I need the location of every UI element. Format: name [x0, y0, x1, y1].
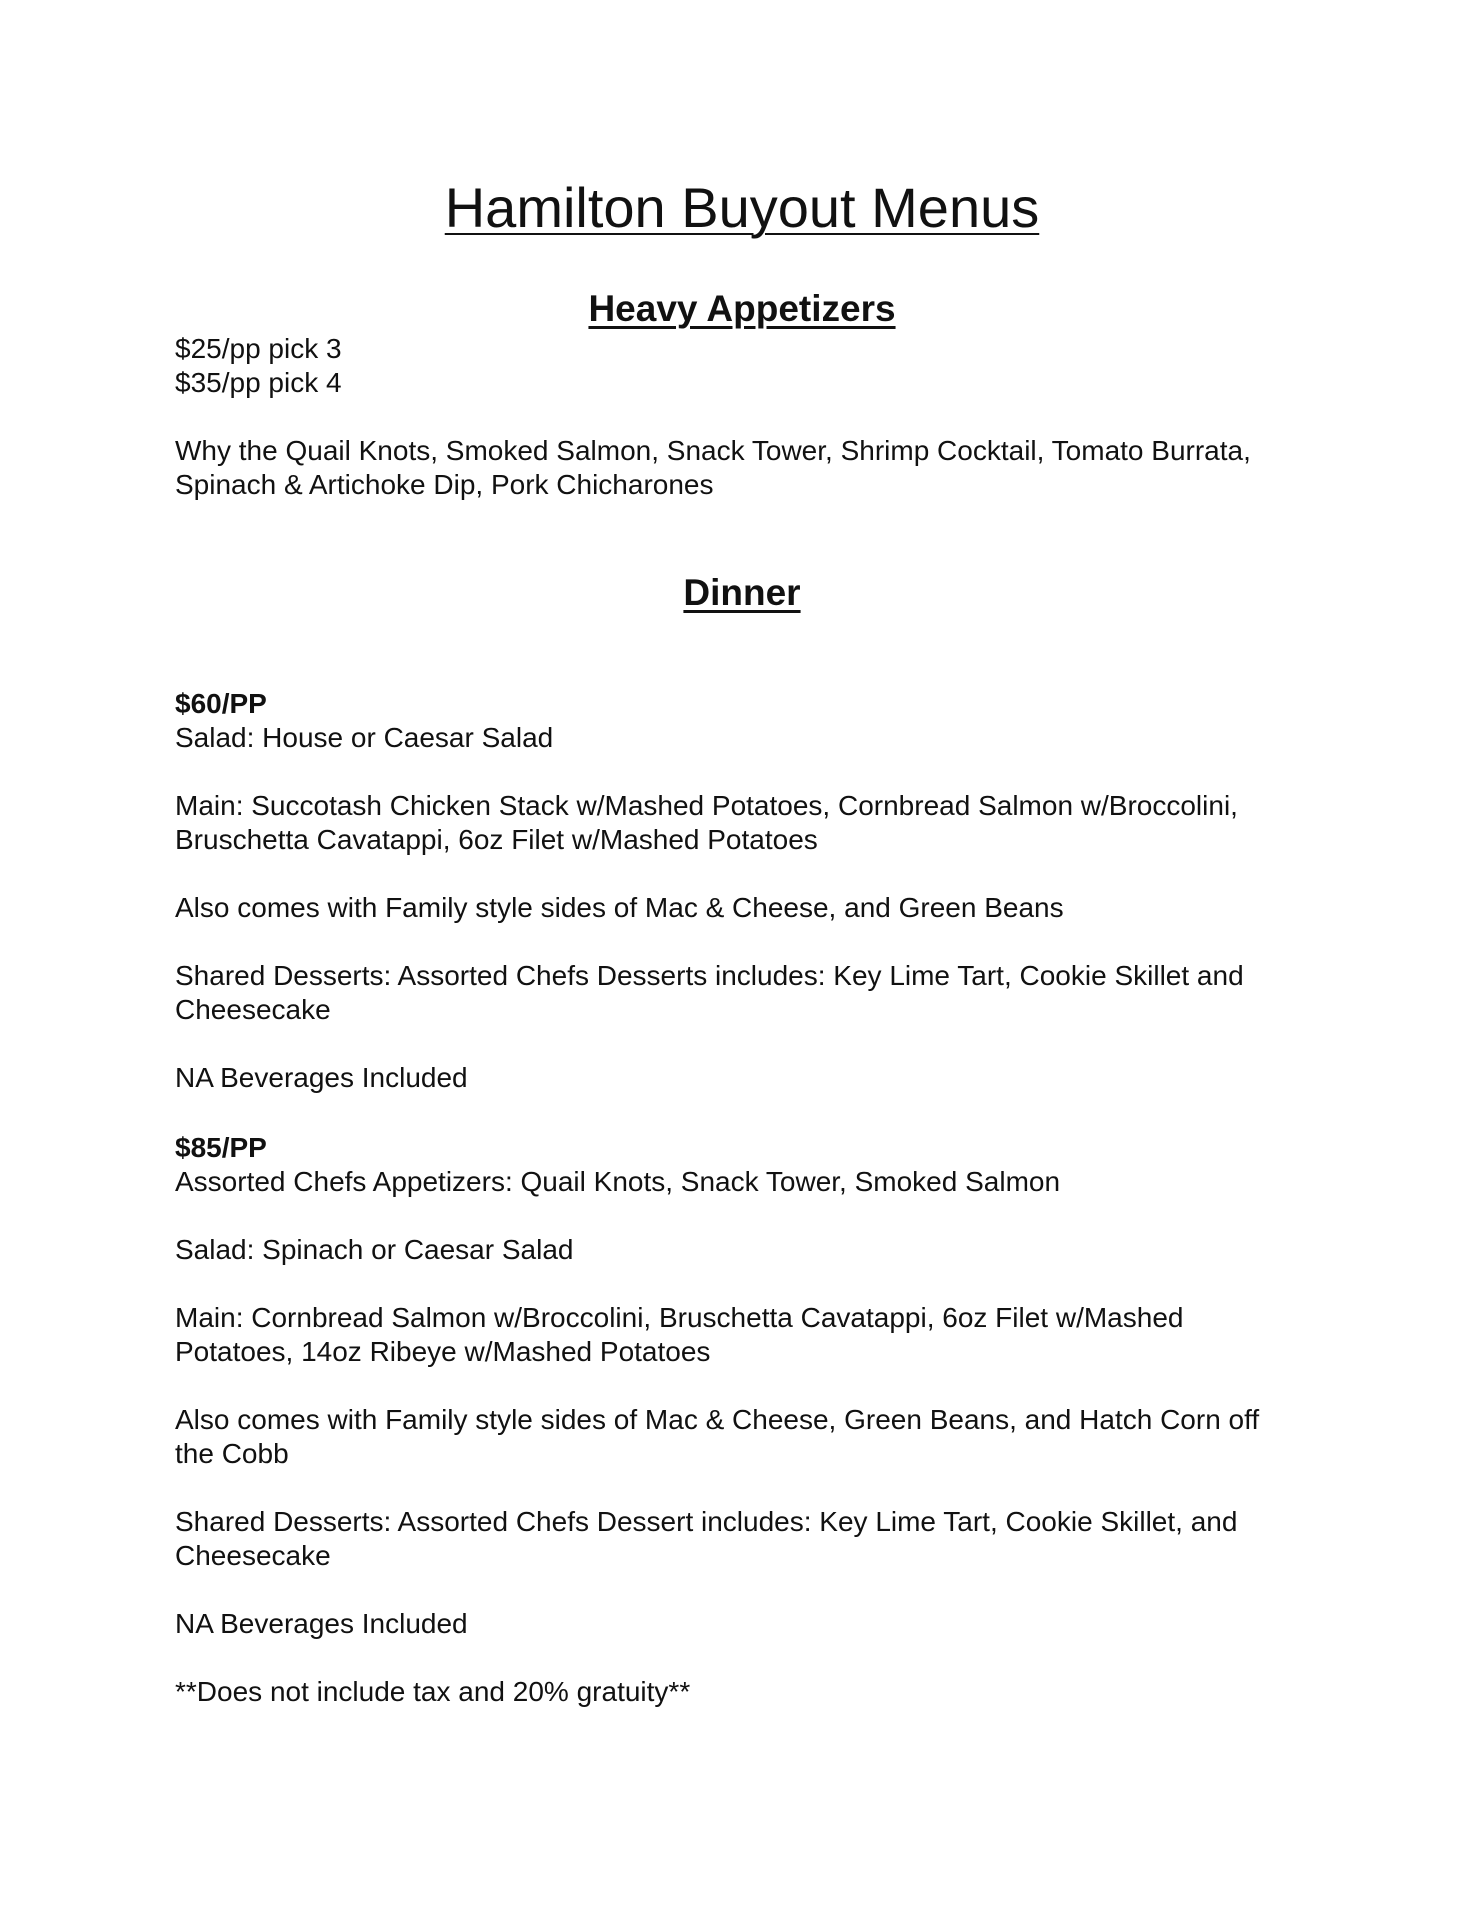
tier-60-desserts-line: Shared Desserts: Assorted Chefs Desserts includes: Key Lime Tart, Cookie Skillet and: [175, 960, 1244, 991]
tier-60-sides: Also comes with Family style sides of Mac & Cheese, and Green Beans: [175, 892, 1064, 923]
appetizer-price-line: $25/pp pick 3: [175, 333, 342, 364]
appetizer-list-line: Spinach & Artichoke Dip, Pork Chicharones: [175, 469, 714, 500]
tier-85-main-line: Main: Cornbread Salmon w/Broccolini, Bruschetta Cavatappi, 6oz Filet w/Mashed: [175, 1302, 1184, 1333]
tier-60-beverages: NA Beverages Included: [175, 1062, 468, 1093]
footnote: **Does not include tax and 20% gratuity**: [175, 1676, 691, 1707]
tier-85-sides-line: the Cobb: [175, 1438, 289, 1469]
tier-85-appetizers: Assorted Chefs Appetizers: Quail Knots, Snack Tower, Smoked Salmon: [175, 1166, 1061, 1197]
tier-85-price: $85/PP: [175, 1132, 267, 1163]
appetizer-price-line: $35/pp pick 4: [175, 367, 342, 398]
tier-85-beverages: NA Beverages Included: [175, 1608, 468, 1639]
tier-60-salad: Salad: House or Caesar Salad: [175, 722, 554, 753]
appetizer-list-line: Why the Quail Knots, Smoked Salmon, Snack Tower, Shrimp Cocktail, Tomato Burrata,: [175, 435, 1251, 466]
heavy-appetizers-heading: Heavy Appetizers: [588, 288, 896, 329]
tier-60-main-line: Main: Succotash Chicken Stack w/Mashed Potatoes, Cornbread Salmon w/Broccolini,: [175, 790, 1238, 821]
tier-85-salad: Salad: Spinach or Caesar Salad: [175, 1234, 574, 1265]
tier-85-sides-line: Also comes with Family style sides of Mac & Cheese, Green Beans, and Hatch Corn off: [175, 1404, 1260, 1435]
tier-85-desserts-line: Cheesecake: [175, 1540, 331, 1571]
tier-60-main-line: Bruschetta Cavatappi, 6oz Filet w/Mashed Potatoes: [175, 824, 818, 855]
tier-85-desserts-line: Shared Desserts: Assorted Chefs Dessert includes: Key Lime Tart, Cookie Skillet, and: [175, 1506, 1238, 1537]
dinner-heading: Dinner: [683, 572, 801, 613]
tier-85-main-line: Potatoes, 14oz Ribeye w/Mashed Potatoes: [175, 1336, 711, 1367]
page-title: Hamilton Buyout Menus: [444, 176, 1040, 239]
tier-60-desserts-line: Cheesecake: [175, 994, 331, 1025]
tier-60-price: $60/PP: [175, 688, 267, 719]
